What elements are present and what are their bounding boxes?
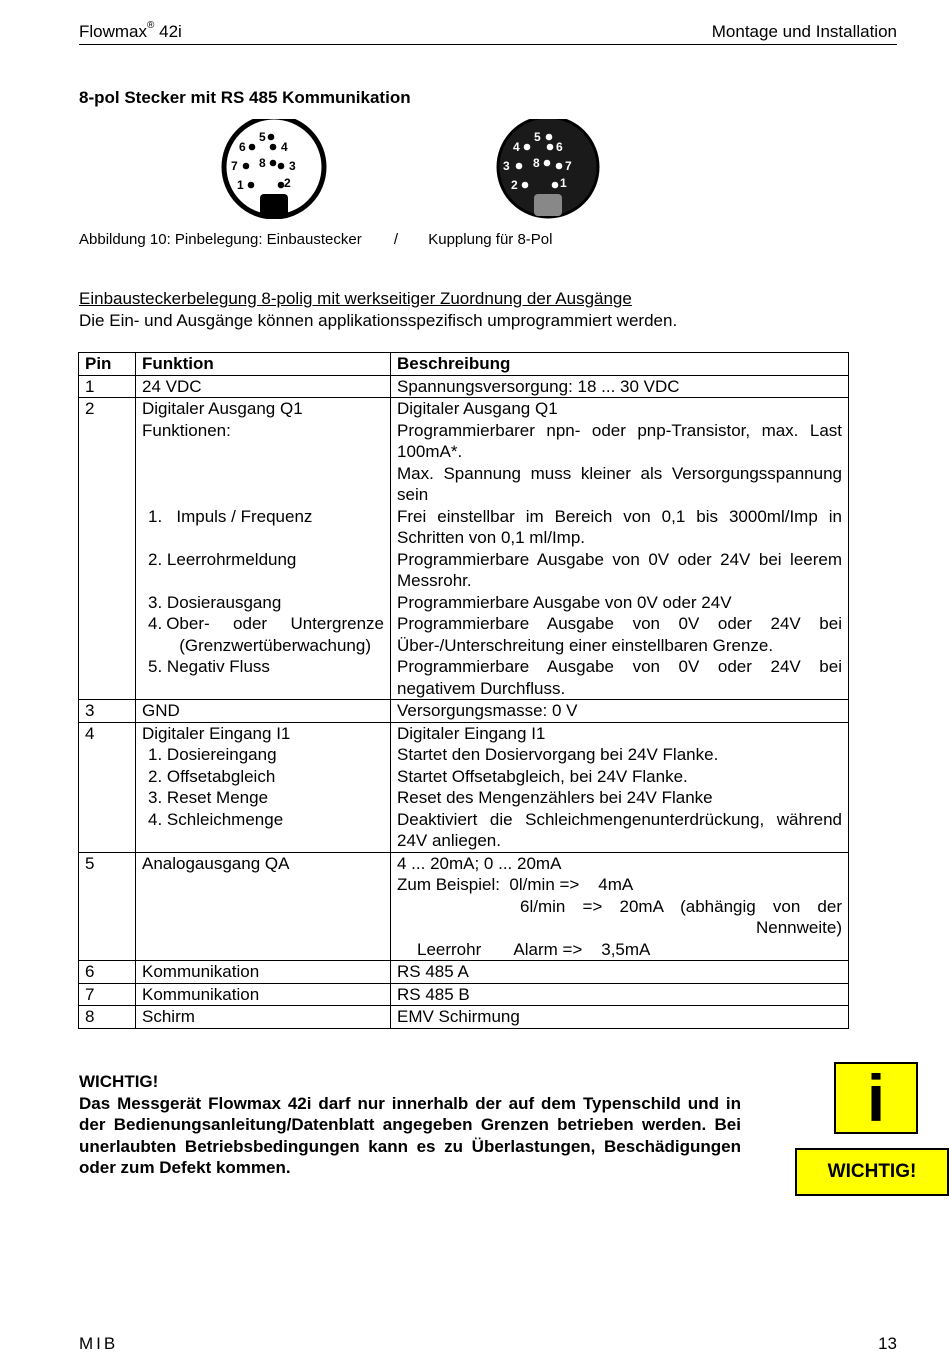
info-icon: i [834,1062,918,1134]
connector-coupling-diagram [493,119,603,219]
header-chapter: Montage und Installation [711,22,897,41]
figure-caption: Abbildung 10: Pinbelegung: Einbaustecker / Kupplung für 8-Pol [79,231,553,248]
page-number: 13 [878,1334,897,1353]
pin-label-7: 7 [231,159,238,173]
pin-label-6: 6 [239,140,246,154]
pin-label-4: 4 [281,140,288,154]
table-row: 8 Schirm EMV Schirmung [79,1006,849,1029]
pin-label-2: 2 [284,176,291,190]
warning-title: WICHTIG! [79,1072,159,1091]
header-product: Flowmax® 42i [79,20,182,41]
pin-label-6: 6 [556,140,563,154]
table-row: 4 Digitaler Eingang I1 1. Dosiereingang 2. Offsetabgleich 3. Reset Menge 4. Schleichmenge Digitaler Eingang I1 Startet den Dosiervorgang bei 24V Flanke. Startet Offsetabgleich, bei 24V Flanke. Reset des Mengenzählers bei 24V Flanke Deaktiviert die Schleichmengenunterdrückung, während 24V anliegen. [79,722,849,852]
pinout-subtitle: Einbausteckerbelegung 8-polig mit werkseitiger Zuordnung der Ausgänge [79,289,632,308]
pin-label-8: 8 [533,156,540,170]
pin-label-4: 4 [513,140,520,154]
pinout-intro: Die Ein- und Ausgänge können applikationsspezifisch umprogrammiert werden. [79,311,678,330]
warning-text: Das Messgerät Flowmax 42i darf nur innerhalb der auf dem Typenschild und in der Bedienungsanleitung/Datenblatt angegeben Grenzen betrieben werden. Bei unerlaubten Betriebsbedingungen kann es zu Überlastungen, Beschädigungen oder zum Defekt kommen. [79,1093,741,1177]
col-header-pin: Pin [79,353,136,376]
pin-label-5: 5 [534,130,541,144]
pin-label-2: 2 [511,178,518,192]
col-header-funktion: Funktion [136,353,391,376]
header-rule [79,44,897,45]
section-title: 8-pol Stecker mit RS 485 Kommunikation [79,88,411,107]
table-header-row [79,353,849,376]
footer-brand: MIB [79,1334,119,1353]
warning-notice [79,1071,741,1179]
pin-label-1: 1 [237,178,244,192]
warning-label-badge: WICHTIG! [795,1148,949,1196]
pin-label-3: 3 [503,159,510,173]
pin-label-5: 5 [259,130,266,144]
pin-label-7: 7 [565,159,572,173]
pin-label-8: 8 [259,156,266,170]
pin-label-3: 3 [289,159,296,173]
table-row: 2 Digitaler Ausgang Q1 Funktionen: 1. Impuls / Frequenz 2. Leerrohrmeldung 3. Dosierausgang 4. Ober- oder Untergrenze (Grenzwertüberwachung) 5. Negativ Fluss Digitaler Ausgang Q1 Programmierbarer npn- oder pnp-Transistor, max. Last 100mA*. Max. Spannung muss kleiner als Versorgungsspannung sein Frei einstellbar im Bereich von 0,1 bis 3000ml/Imp in Schritten von 0,1 ml/Imp. Programmierbare Ausgabe von 0V oder 24V bei leerem Messrohr. Programmierbare Ausgabe von 0V oder 24V Programmierbare Ausgabe von 0V oder 24V bei Über-/Unterschreitung einer einstellbaren Grenze. Programmierbare Ausgabe von 0V oder 24V bei negativem Durchfluss. [79,398,849,700]
connector-socket-diagram [219,119,329,219]
table-row: 6 Kommunikation RS 485 A [79,961,849,984]
pin-label-1: 1 [560,176,567,190]
table-row: 5 Analogausgang QA 4 ... 20mA; 0 ... 20mA Zum Beispiel: 0l/min => 4mA 6l/min => 20mA (abhängig von der Nennweite) Leerrohr Alarm => 3,5mA [79,852,849,961]
table-row: 1 24 VDC Spannungsversorgung: 18 ... 30 VDC [79,375,849,398]
table-row: 3 GND Versorgungsmasse: 0 V [79,700,849,723]
table-row: 7 Kommunikation RS 485 B [79,983,849,1006]
pin-assignment-table [78,352,849,1029]
col-header-beschreibung: Beschreibung [391,353,849,376]
